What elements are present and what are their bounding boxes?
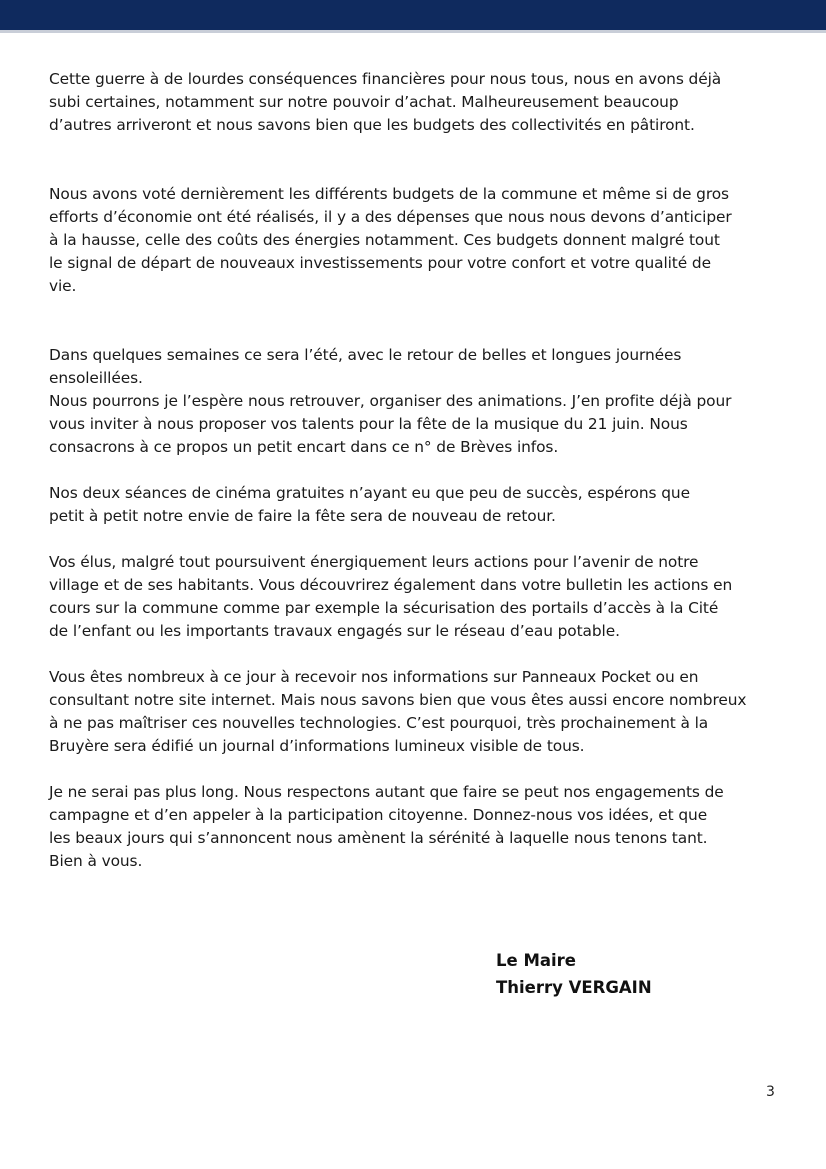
text-line: Bien à vous.: [49, 852, 143, 870]
text-line: subi certaines, notamment sur notre pouvoir d’achat. Malheureusement beaucoup: [49, 93, 679, 111]
signature-title: Le Maire: [496, 951, 576, 970]
text-line: campagne et d’en appeler à la participation citoyenne. Donnez-nous vos idées, et que: [49, 806, 708, 824]
text-line: Je ne serai pas plus long. Nous respectons autant que faire se peut nos engagements de: [49, 783, 724, 801]
text-line: cours sur la commune comme par exemple la sécurisation des portails d’accès à la Cité: [49, 599, 719, 617]
text-line: d’autres arriveront et nous savons bien que les budgets des collectivités en pâtiront.: [49, 116, 695, 134]
text-line: Vous êtes nombreux à ce jour à recevoir nos informations sur Panneaux Pocket ou en: [49, 668, 699, 686]
text-line: Dans quelques semaines ce sera l’été, avec le retour de belles et longues journées: [49, 346, 682, 364]
paragraph: [49, 551, 789, 643]
page-number: 3: [766, 1084, 775, 1100]
letter-body: [49, 68, 789, 873]
text-line: consacrons à ce propos un petit encart dans ce n° de Brèves infos.: [49, 438, 559, 456]
text-line: Vos élus, malgré tout poursuivent énergiquement leurs actions pour l’avenir de notre: [49, 553, 699, 571]
header-band-shadow: [0, 30, 826, 33]
text-line: vie.: [49, 277, 77, 295]
text-line: Nous pourrons je l’espère nous retrouver, organiser des animations. J’en profite déjà pour: [49, 392, 732, 410]
text-line: de l’enfant ou les importants travaux engagés sur le réseau d’eau potable.: [49, 622, 620, 640]
text-line: le signal de départ de nouveaux investissements pour votre confort et votre qualité de: [49, 254, 711, 272]
text-line: à la hausse, celle des coûts des énergies notamment. Ces budgets donnent malgré tout: [49, 231, 720, 249]
paragraph: [49, 68, 789, 137]
text-line: Nos deux séances de cinéma gratuites n’ayant eu que peu de succès, espérons que: [49, 484, 690, 502]
text-line: les beaux jours qui s’annoncent nous amènent la sérénité à laquelle nous tenons tant.: [49, 829, 708, 847]
paragraph: [49, 344, 789, 459]
paragraph: [49, 183, 789, 298]
text-line: ensoleillées.: [49, 369, 143, 387]
text-line: efforts d’économie ont été réalisés, il y a des dépenses que nous nous devons d’anticiper: [49, 208, 732, 226]
text-line: à ne pas maîtriser ces nouvelles technologies. C’est pourquoi, très prochainement à la: [49, 714, 709, 732]
signature-block: [496, 947, 652, 1001]
text-line: vous inviter à nous proposer vos talents pour la fête de la musique du 21 juin. Nous: [49, 415, 688, 433]
text-line: Cette guerre à de lourdes conséquences financières pour nous tous, nous en avons déjà: [49, 70, 722, 88]
text-line: Bruyère sera édifié un journal d’informations lumineux visible de tous.: [49, 737, 585, 755]
header-band: [0, 0, 826, 30]
paragraph: [49, 666, 789, 758]
paragraph: [49, 781, 789, 873]
paragraph: [49, 482, 789, 528]
text-line: consultant notre site internet. Mais nous savons bien que vous êtes aussi encore nombreux: [49, 691, 747, 709]
text-line: petit à petit notre envie de faire la fête sera de nouveau de retour.: [49, 507, 556, 525]
text-line: Nous avons voté dernièrement les différents budgets de la commune et même si de gros: [49, 185, 729, 203]
text-line: village et de ses habitants. Vous découvrirez également dans votre bulletin les actions en: [49, 576, 733, 594]
signature-name: Thierry VERGAIN: [496, 978, 652, 997]
